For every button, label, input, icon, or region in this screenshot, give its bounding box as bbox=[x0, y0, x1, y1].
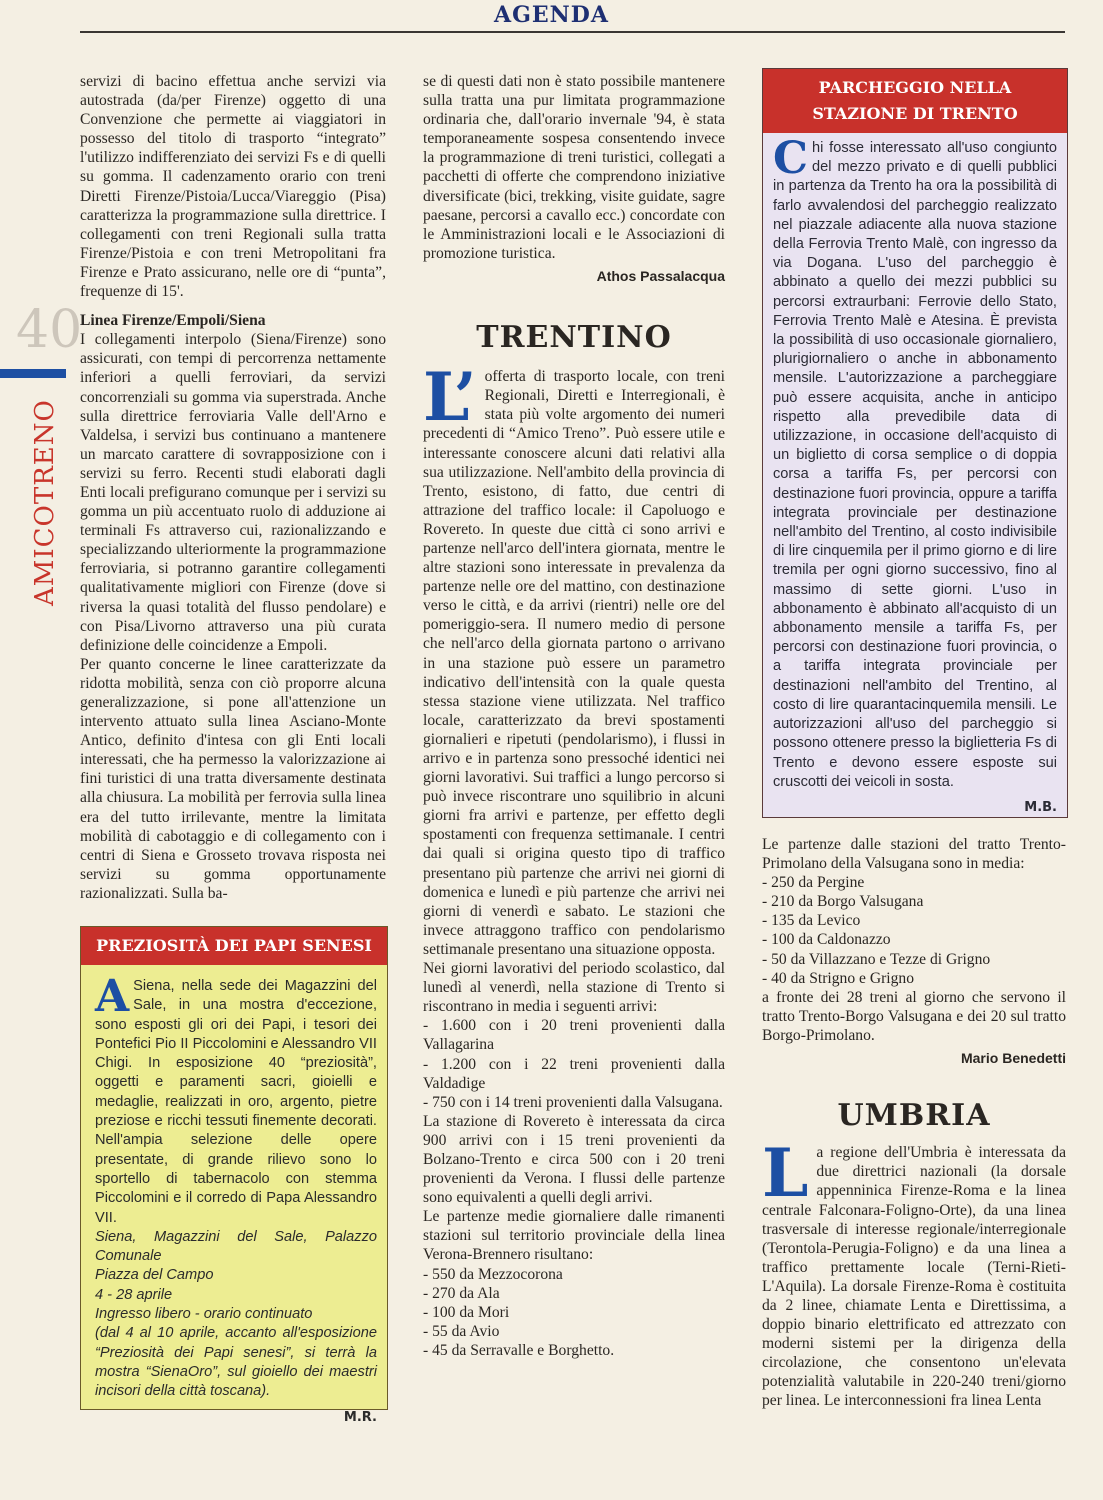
list-item: - 55 da Avio bbox=[423, 1322, 500, 1340]
list-item: - 1.600 con i 20 treni provenienti dalla Vallagarina bbox=[423, 1017, 725, 1054]
event-hours: Ingresso libero - orario continuato bbox=[95, 1306, 313, 1323]
author-signature: Athos Passalacqua bbox=[596, 267, 725, 284]
side-accent-bar bbox=[0, 369, 66, 378]
event-venue: Siena, Magazzini del Sale, Palazzo Comunale bbox=[95, 1228, 377, 1265]
subheading: Linea Firenze/Empoli/Siena bbox=[80, 312, 266, 330]
section-header bbox=[0, 2, 1103, 28]
paragraph: La stazione di Rovereto è interessata da circa 900 arrivi con i 15 treni provenienti da Bolzano-Trento e circa 500 con i 20 treni provenienti da Verona. I flussi delle partenze sono equivalenti a quelli degli arrivi. bbox=[423, 1112, 725, 1207]
paragraph: a regione dell'Umbria è interessata da due direttrici nazionali (la dorsale appenninica Firenze-Roma e la linea centrale Falconara-Foligno-Orte), da una linea trasversale di interesse regionale/interregionale (Terontola-Perugia-Foligno) e da una linea a traffico prettamente locale (Terni-Rieti-L'Aquila). La dorsale Firenze-Roma è costituita da 2 linee, chiamate Lenta e Direttissima, a doppio binario elettrificato ed attrezzato con moderni sistemi per la dirigenza della circolazione, che consentono un'elevata potenzialità valutabile in 220-240 treni/giorno per linea. Le interconnessioni fra linea Lenta bbox=[762, 1144, 1066, 1410]
list-item: - 40 da Strigno e Grigno bbox=[762, 969, 915, 987]
paragraph: I collegamenti interpolo (Siena/Firenze) sono assicurati, con tempi di percorrenza nettamente inferiori a quelli ferroviari, da servizi concorrenziali su gomma via superstrada. Anche sulla direttrice ferroviaria Valle dell'Arno e Valdelsa, i servizi bus continuano a mantenere un marcato carattere di sovrapposizione con i servizi su ferro. Recenti studi elaborati dagli Enti locali prefigurano comunque per i servizi su gomma un più accentuato ruolo di adduzione ai terminali Fs attraverso cui, razionalizzando e specializzando ulteriormente la programmazione ferroviaria, si potranno garantire collegamenti qualitativamente migliori con Firenze (dove si riversa la quasi totalità del flusso pendolare) e con Pisa/Livorno attraverso una più curata definizione delle coincidenze a Empoli. bbox=[80, 331, 386, 654]
drop-cap: L bbox=[762, 1134, 809, 1213]
paragraph: Le partenze dalle stazioni del tratto Trento-Primolano della Valsugana sono in media: bbox=[762, 836, 1066, 873]
box-title: PREZIOSITÀ DEI PAPI SENESI bbox=[81, 927, 387, 965]
box-preziosita-papi bbox=[80, 926, 388, 1425]
event-note: (dal 4 al 10 aprile, accanto all'esposizione “Preziosità dei Papi senesi”, si terrà la mostra “SienaOro”, sul gioiello dei maestri incisori della città toscana). bbox=[95, 1325, 377, 1400]
box-text: Siena, nella sede dei Magazzini del Sale, in una mostra d'eccezione, sono esposti gli ori dei Papi, i tesori dei Pontefici Pio II Piccolomini e Alessandro VII Chigi. In esposizione 40 “preziosità”, oggetti e paramenti sacri, gioielli e medaglie, realizzati in oro, argento, pietre preziose e ricchi tessuti finemente decorati. Nell'ampia selezione delle opere presentate, di grande rilievo sono lo sportello di tabernacolo con stemma Piccolomini e il corredo di Papa Alessandro VII. bbox=[95, 978, 377, 1226]
paragraph: offerta di trasporto locale, con treni Regionali, Diretti e Interregionali, è stata più volte argomento dei numeri precedenti di “Amico Treno”. Può essere utile e interessante conoscere alcuni dati relativi alla sua utilizzazione. Nell'ambito della provincia di Trento, esistono, di fatto, due centri di attrazione del traffico locale: il Capoluogo e Rovereto. In queste due città ci sono arrivi e partenze nell'arco dell'intera giornata, mentre le altre stazioni sono interessate in prevalenza da partenze nelle ore del mattino, con destinazione verso le città, e da arrivi (rientri) nelle ore del pomeriggio-sera. Il numero medio di persone che nell'arco della giornata partono o arrivano in una stazione può essere un parametro indicativo dell'intensità con la quale questa stessa stazione viene utilizzata. Nel traffico locale, caratterizzato da brevi spostamenti giornalieri e ripetuti (pendolarismo), i flussi in arrivo e in partenza sono pressoché identici nei giorni lavorativi. Sui traffici a lungo percorso si può invece riscontrare uno squilibrio in alcuni giorni fra arrivi e partenze, per effetto degli spostamenti con frequenza settimanale. I centri dai quali si origina questo tipo di traffico presentano più partenze che arrivi nei giorni di domenica e lunedì e più partenze che arrivi nei giorni di venerdì e sabato. Le stazioni che invece attraggono traffico con pendolarismo settimanale presentano una situazione opposta. bbox=[423, 368, 725, 958]
paragraph: servizi di bacino effettua anche servizi via autostrada (da/per Firenze) oggetto di una Convenzione che permette ai viaggiatori in possesso del titolo di trasporto “integrato” l'utilizzo indifferenziato dei servizi Fs e di quelli su gomma. Il cadenzamento orario con treni Diretti Firenze/Pistoia/Lucca/Viareggio (Pisa) caratterizza la programmazione sulla direttrice. I collegamenti con treni Regionali sulla tratta Firenze/Pistoia e con treni Metropolitani fra Firenze e Prato assicurano, nelle ore di “punta”, frequenze di 15'. bbox=[80, 73, 386, 301]
event-address: Piazza del Campo bbox=[95, 1267, 214, 1284]
list-item: - 50 da Villazzano e Tezze di Grigno bbox=[762, 950, 991, 968]
event-dates: 4 - 28 aprile bbox=[95, 1286, 173, 1303]
paragraph: se di questi dati non è stato possibile mantenere sulla tratta una pur limitata programmazione ordinaria che, dall'orario invernale '94, è stata temporaneamente sospesa consentendo invece la programmazione di treni turistici, collegati a pacchetti di offerte che comprendono iniziative diversificate (bici, trekking, visite guidate, sagre paesane, percorsi a cavallo ecc.) concordate con le Amministrazioni locali e le Associazioni di promozione turistica. bbox=[423, 73, 725, 262]
box-body bbox=[763, 133, 1067, 821]
column-1 bbox=[80, 72, 386, 903]
list-item: - 250 da Pergine bbox=[762, 874, 865, 892]
box-title: PARCHEGGIO NELLA STAZIONE DI TRENTO bbox=[763, 69, 1067, 133]
magazine-name: AMICOTRENO bbox=[30, 399, 60, 606]
column-3 bbox=[762, 835, 1066, 1411]
box-text: hi fosse interessato all'uso congiunto del mezzo privato e di quelli pubblici in partenza da Trento ha ora la possibilità di farlo avvalendosi del parcheggio realizzato nel piazzale adiacente alla nuova stazione della Ferrovia Trento Malè, con ingresso da via Dogana. L'uso del parcheggio è abbinato a quello dei mezzi pubblici su percorsi extraurbani: Ferrovie dello Stato, Ferrovia Trento Malè e Atesina. È prevista la possibilità di uso occasionale giornaliero, plurigiornaliero o anche in abbonamento mensile. L'autorizzazione a parcheggiare può essere acquisita, anche in anticipo rispetto alla prevedibile data di utilizzazione, in occasione dell'acquisto di un biglietto di corsa semplice o di doppia corsa a tariffa Fs, per percorsi con destinazione fuori provincia, oppure a tariffa integrata provinciale per destinazione nell'ambito del Trentino, al costo indivisibile di lire cinquemila per il primo giorno e di lire tremila per ogni giorno successivo, fino al massimo di sette giorni. L'uso in abbonamento è abbinato all'acquisto di un abbonamento mensile a tariffa Fs, per percorsi con destinazione fuori provincia, o a tariffa integrata provinciale per destinazioni nell'ambito del Trentino, al costo di lire quarantacinquemila mensili. Le autorizzazioni all'uso del parcheggio si possono ottenere presso la biglietteria Fs di Trento e devono essere esposte sui cruscotti dei veicoli in sosta. bbox=[773, 140, 1057, 790]
list-item: - 550 da Mezzocorona bbox=[423, 1265, 563, 1283]
section-title-umbria: UMBRIA bbox=[837, 1098, 991, 1134]
drop-cap: A bbox=[95, 971, 130, 1022]
author-signature: Mario Benedetti bbox=[960, 1050, 1066, 1067]
list-item: - 135 da Levico bbox=[762, 912, 861, 930]
valsugana-list bbox=[762, 873, 1066, 988]
drop-cap: C bbox=[773, 133, 809, 184]
paragraph: a fronte dei 28 treni al giorno che servono il tratto Trento-Borgo Valsugana e dei 20 sul tratto Borgo-Primolano. bbox=[762, 988, 1066, 1044]
paragraph: Nei giorni lavorativi del periodo scolastico, dal lunedì al venerdì, nella stazione di Trento si riscontrano in media i seguenti arrivi: bbox=[423, 960, 725, 1016]
header-rule bbox=[80, 31, 1065, 33]
box-parcheggio-trento bbox=[762, 68, 1068, 818]
list-item: - 210 da Borgo Valsugana bbox=[762, 893, 924, 911]
list-item: - 270 da Ala bbox=[423, 1284, 500, 1302]
departures-list bbox=[423, 1265, 725, 1360]
list-item: - 1.200 con i 22 treni provenienti dalla Valdadige bbox=[423, 1055, 725, 1092]
list-item: - 45 da Serravalle e Borghetto. bbox=[423, 1341, 615, 1359]
paragraph: Per quanto concerne le linee caratterizzate da ridotta mobilità, senza con ciò proporre alcuna generalizzazione, si pone all'attenzione un intervento attuato sulla linea Asciano-Monte Antico, definito d'intesa con gli Enti locali interessati, che ha permesso la valorizzazione ai fini turistici di una tratta diversamente destinata alla chiusura. La mobilità per ferrovia sulla linea era del tutto irrilevante, mentre la limitata mobilità di cabotaggio e di collegamento con i centri di Siena e Grosseto trovava risposta nei servizi su gomma opportunamente razionalizzati. Sulla ba- bbox=[80, 655, 386, 902]
page-number: 40 bbox=[16, 300, 83, 360]
paragraph: Le partenze medie giornaliere dalle rimanenti stazioni sul territorio provinciale della linea Verona-Brennero risultano: bbox=[423, 1208, 725, 1264]
arrivals-list bbox=[423, 1016, 725, 1111]
section-title-trentino: TRENTINO bbox=[476, 320, 672, 356]
section-header-label: AGENDA bbox=[490, 2, 613, 28]
list-item: - 750 con i 14 treni provenienti dalla Valsugana. bbox=[423, 1093, 723, 1111]
box-signature: M.B. bbox=[1024, 799, 1057, 815]
list-item: - 100 da Caldonazzo bbox=[762, 931, 891, 949]
column-2 bbox=[423, 72, 725, 1360]
box-signature: M.R. bbox=[343, 1409, 377, 1425]
list-item: - 100 da Mori bbox=[423, 1303, 510, 1321]
box-body bbox=[81, 965, 387, 1431]
drop-cap: L’ bbox=[423, 358, 477, 437]
